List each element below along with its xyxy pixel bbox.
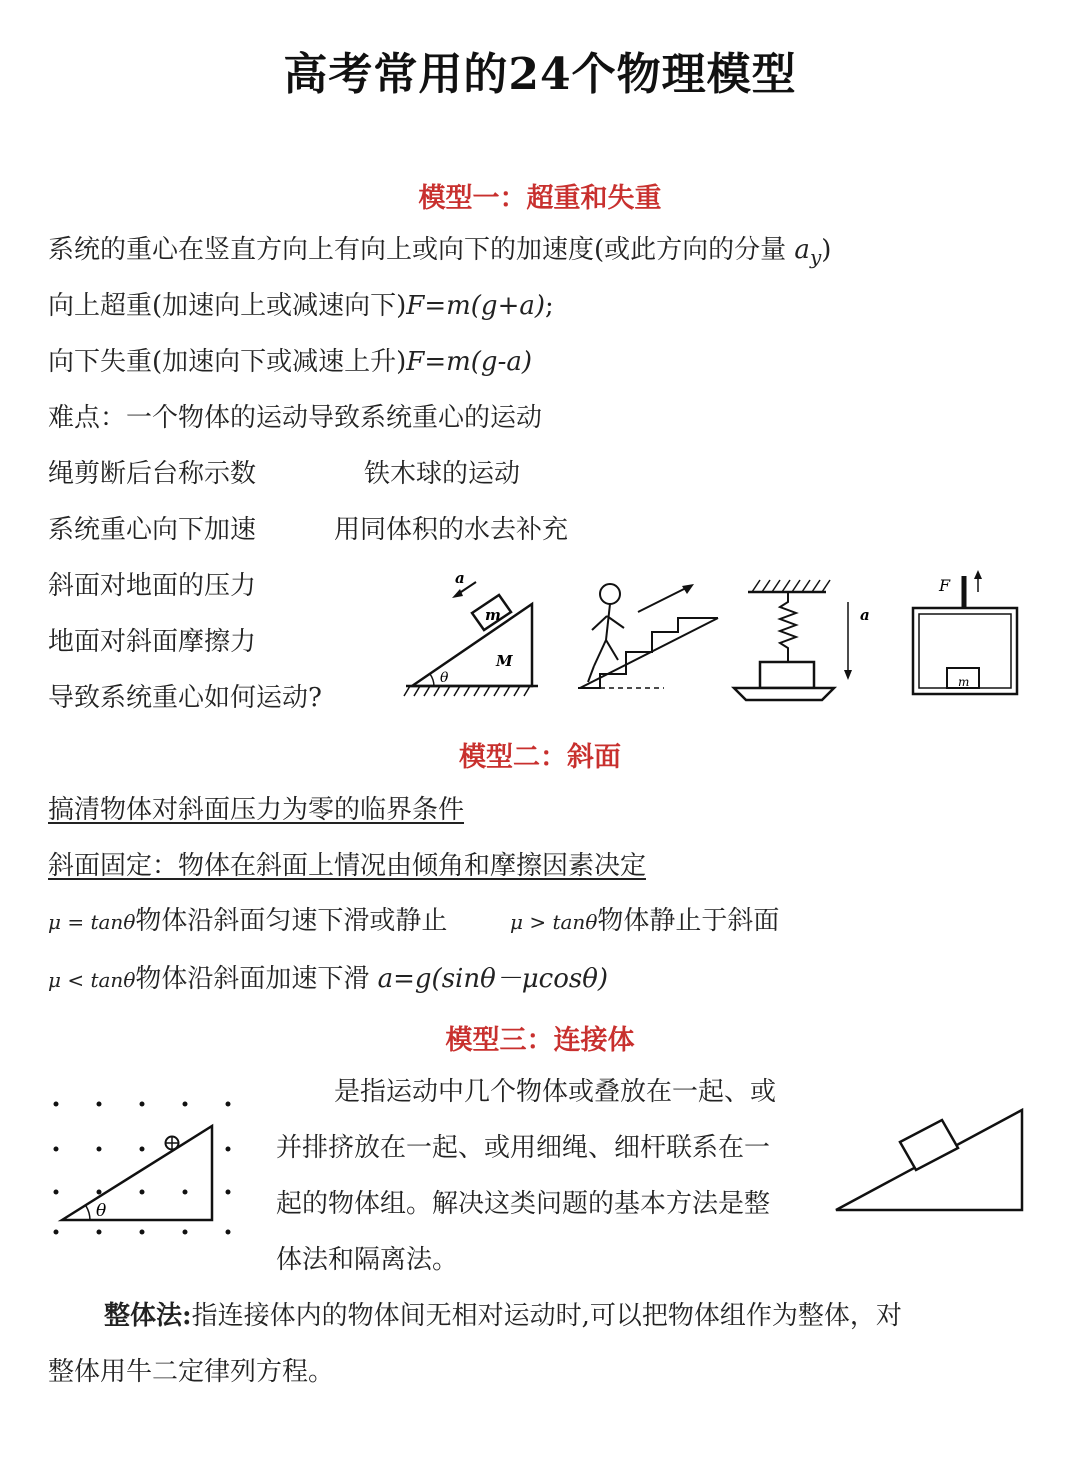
model1-line9: 导致系统重心如何运动? <box>48 683 322 713</box>
model3-whole-method <box>104 1299 902 1333</box>
model3-whole-label: 整体法: <box>104 1301 192 1331</box>
model2-line4-formula: a=g(sinθ－μcosθ) <box>377 964 609 994</box>
model2-line4-text: 物体沿斜面加速下滑 <box>135 964 378 994</box>
model1-line3 <box>48 345 532 379</box>
model1-line3-formula: F=m(g-a) <box>406 347 532 377</box>
model2-line2: 斜面固定：物体在斜面上情况由倾角和摩擦因素决定 <box>48 851 647 881</box>
fig4-label-m: m <box>958 675 970 689</box>
model3-para3: 起的物体组。解决这类问题的基本方法是整 <box>276 1189 771 1219</box>
model3-heading: 模型三：连接体 <box>445 1025 635 1056</box>
incline-block-figure <box>400 568 545 703</box>
fig4-label-F: F <box>939 576 951 595</box>
model2-line3b-text: 物体静止于斜面 <box>597 906 780 936</box>
model2-line4-cond: μ < tanθ <box>48 968 136 992</box>
model1-line1-close: ) <box>821 235 832 265</box>
model2-heading: 模型二：斜面 <box>459 742 621 773</box>
model1-line1 <box>48 233 831 274</box>
spring-figure <box>730 574 880 706</box>
model1-line6a: 系统重心向下加速 <box>48 515 257 545</box>
fig1-label-m: m <box>485 606 501 624</box>
model1-line1-text: 系统的重心在竖直方向上有向上或向下的加速度(或此方向的分量 <box>48 235 795 265</box>
model1-line7: 斜面对地面的压力 <box>48 571 257 601</box>
model1-line3-text: 向下失重(加速向下或减速上升) <box>48 347 407 377</box>
model1-line1-var: a <box>794 235 810 265</box>
model1-line2-text: 向上超重(加速向上或减速向下) <box>48 291 407 321</box>
model1-line5b: 铁木球的运动 <box>364 459 521 489</box>
magnetic-field-incline-figure <box>44 1094 244 1240</box>
incline-figure-2 <box>830 1102 1030 1218</box>
model2-line4 <box>48 962 608 997</box>
fig1-label-a: a <box>455 569 465 587</box>
model1-line2 <box>48 289 554 323</box>
model1-line4: 难点：一个物体的运动导致系统重心的运动 <box>48 403 543 433</box>
fig1-label-M: M <box>496 652 513 670</box>
fig3-label-a: a <box>860 606 870 624</box>
box-pull-figure <box>905 568 1025 700</box>
model3-whole-text2: 整体用牛二定律列方程。 <box>48 1357 335 1387</box>
page-title: 高考常用的24个物理模型 <box>283 49 797 100</box>
model1-heading: 模型一：超重和失重 <box>418 183 662 214</box>
model2-line3b <box>510 904 779 939</box>
model1-line6b: 用同体积的水去补充 <box>334 515 569 545</box>
model3-para4: 体法和隔离法。 <box>276 1245 459 1275</box>
model3-whole-text: 指连接体内的物体间无相对运动时,可以把物体组作为整体，对 <box>191 1301 902 1331</box>
fig1-label-theta: θ <box>440 670 449 686</box>
model2-line3a-text: 物体沿斜面匀速下滑或静止 <box>135 906 448 936</box>
fig5-label-theta: θ <box>96 1201 107 1221</box>
model1-line5a: 绳剪断后台称示数 <box>48 459 257 489</box>
model1-line2-end: ; <box>545 291 554 321</box>
model2-line3b-cond: μ > tanθ <box>510 910 598 934</box>
model3-para1: 是指运动中几个物体或叠放在一起、或 <box>334 1077 777 1107</box>
model3-para2: 并排挤放在一起、或用细绳、细杆联系在一 <box>276 1133 771 1163</box>
model1-line1-sub: y <box>809 245 822 270</box>
model2-line3a-cond: μ = tanθ <box>48 910 136 934</box>
model1-line8: 地面对斜面摩擦力 <box>48 627 257 657</box>
escalator-figure <box>568 574 728 696</box>
model2-line1: 搞清物体对斜面压力为零的临界条件 <box>48 795 465 825</box>
model2-line3a <box>48 904 447 939</box>
model1-line2-formula: F=m(g+a) <box>406 291 545 321</box>
